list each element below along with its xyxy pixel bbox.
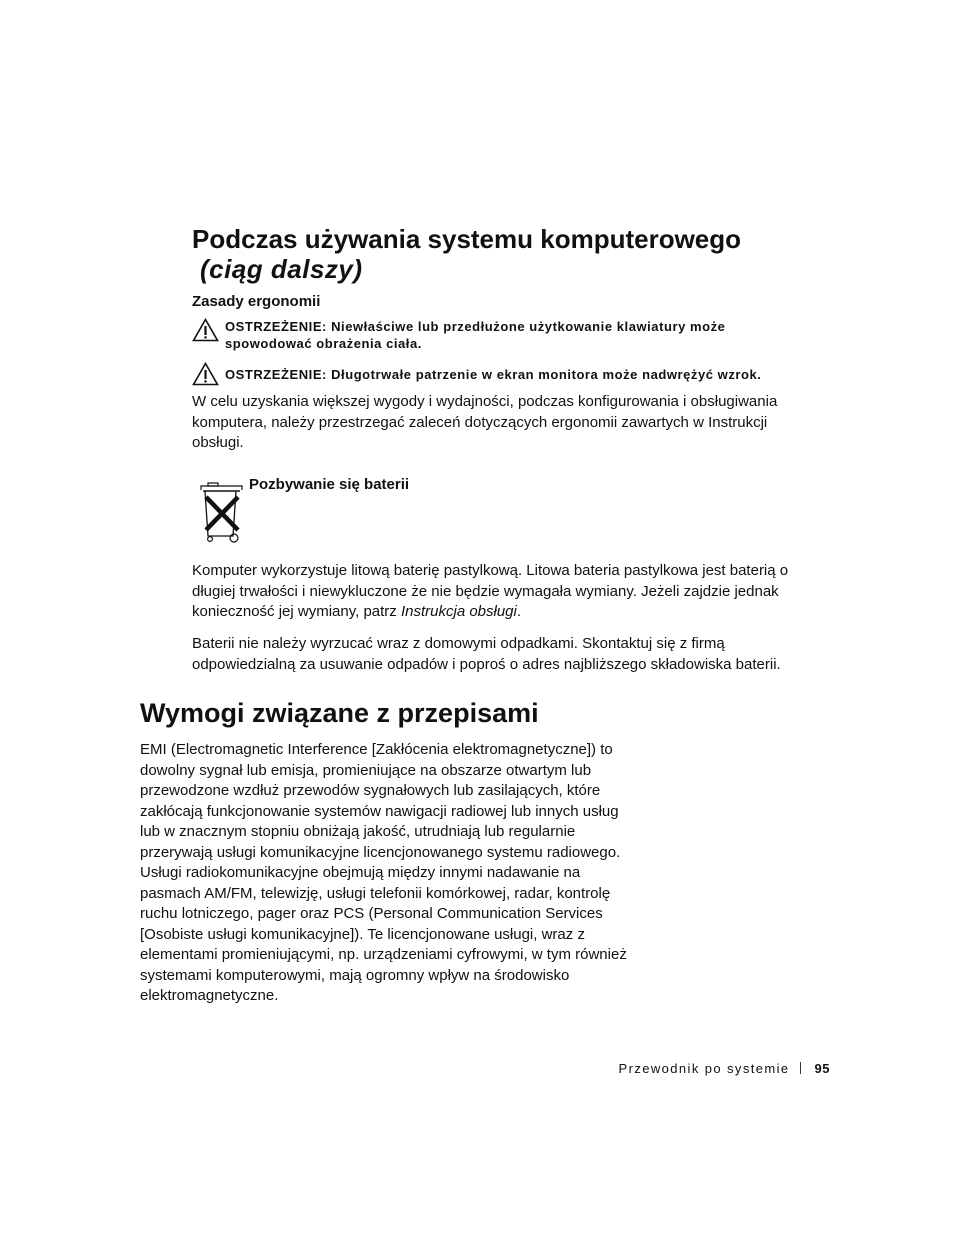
ergonomics-paragraph: W celu uzyskania większej wygody i wydajności, podczas konfigurowania i obsługiwania komputera, należy przestrzegać zaleceń dotyczących ergonomii zawartych w Instrukcji obsługi. xyxy=(192,393,778,451)
warning-keyboard-text: OSTRZEŻENIE: Niewłaściwe lub przedłużone użytkowanie klawiatury może spowodować obrażenia ciała. xyxy=(225,319,726,351)
regulatory-paragraph: EMI (Electromagnetic Interference [Zakłócenia elektromagnetyczne]) to dowolny sygnał lub emisja, promieniujące na obszarze otwartym lub przewodzone wzdłuż przewodów sygnałowych lub zasilających, które zakłócają funkcjonowanie systemów nawigacji radiowej lub innych usług lub w znacznym stopniu obniżają jakość, utrudniają lub regularnie przerywają usługi komunikacyjne licencjonowanego systemu radiowego. Usługi radiokomunikacyjne obejmują między innymi nadawanie na pasmach AM/FM, telewizję, usługi telefonii komórkowej, radar, kontrolę ruchu lotniczego, pager oraz PCS (Personal Communication Services [Osobiste usługi komunikacyjne]). Te licencjonowane usługi, wraz z elementami promieniującymi, np. urządzeniami cyfrowymi, w tym również systemami komputerowymi, mają ogromny wpływ na środowisko elektromagnetyczne. xyxy=(140,741,627,1004)
regulatory-heading: Wymogi związane z przepisami xyxy=(140,698,539,728)
warning-triangle-icon xyxy=(192,318,219,342)
warning-triangle-icon xyxy=(192,362,219,386)
page-footer xyxy=(560,1061,830,1076)
crossed-out-bin-icon xyxy=(198,480,248,544)
battery-paragraph-1 xyxy=(192,561,807,623)
page-number: 95 xyxy=(814,1061,830,1076)
warning-monitor xyxy=(192,362,812,383)
footer-separator xyxy=(800,1062,801,1074)
section-title-main: Podczas używania systemu komputerowego xyxy=(192,224,742,254)
battery-paragraph-1-start: Komputer wykorzystuje litową baterię pastylkową. Litowa bateria pastylkowa jest baterią o długiej trwałości i niewykluczone że nie będzie wymagała wymiany. Jeżeli zajdzie jednak konieczność jej wymiany, patrz xyxy=(192,562,789,620)
section-title-continued: (ciąg dalszy) xyxy=(200,254,363,284)
section-title xyxy=(192,224,872,284)
battery-paragraph-1-end: . xyxy=(516,603,522,620)
ergonomics-heading: Zasady ergonomii xyxy=(192,293,321,310)
battery-heading: Pozbywanie się baterii xyxy=(249,476,410,493)
battery-paragraph-2: Baterii nie należy wyrzucać wraz z domowymi odpadkami. Skontaktuj się z firmą odpowiedzialną za usuwanie odpadów i poproś o adres najbliższego składowiska baterii. xyxy=(192,635,781,673)
warning-monitor-text: OSTRZEŻENIE: Długotrwałe patrzenie w ekran monitora może nadwrężyć wzrok. xyxy=(225,367,762,382)
manual-reference: Instrukcja obsługi xyxy=(400,603,517,620)
footer-title: Przewodnik po systemie xyxy=(618,1061,790,1076)
warning-keyboard xyxy=(192,318,812,352)
